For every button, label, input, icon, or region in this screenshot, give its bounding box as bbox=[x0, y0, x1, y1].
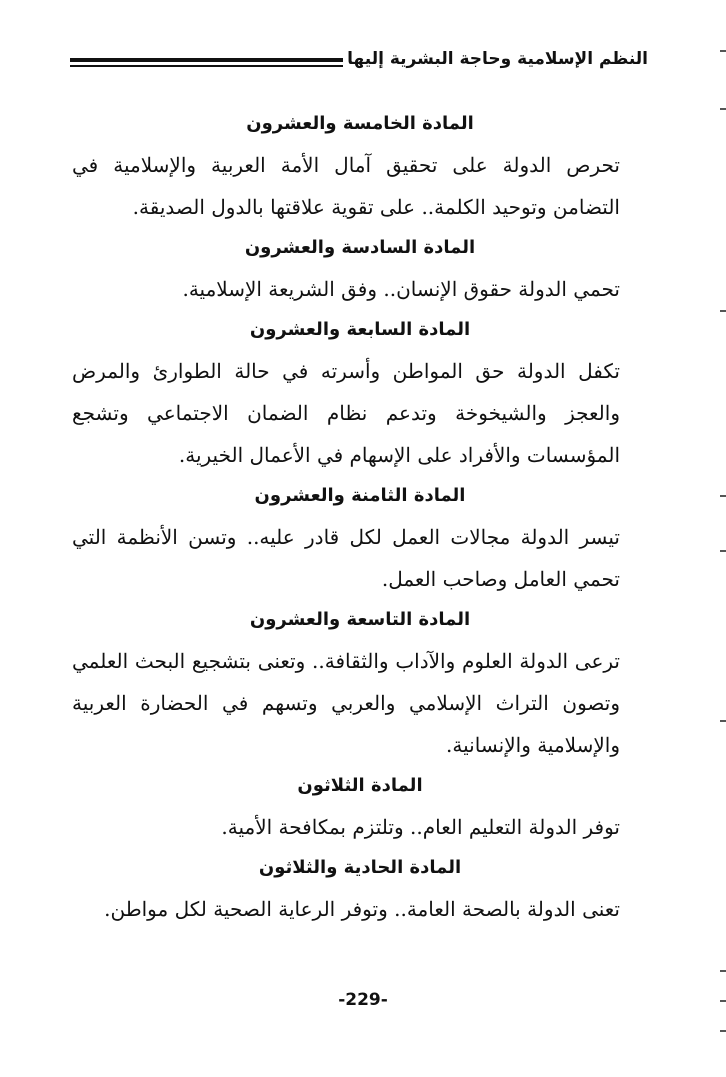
article-heading: المادة السابعة والعشرون bbox=[249, 319, 471, 340]
scan-edge-mark bbox=[720, 550, 726, 552]
scan-edge-mark bbox=[720, 50, 726, 52]
article-body: تكفل الدولة حق المواطن وأسرته في حالة الطوارئ والمرض والعجز والشيخوخة وتدعم نظام الضمان الاجتماعي وتشجع المؤسسات والأفراد على الإسهام في الأعمال الخيرية. bbox=[72, 359, 620, 467]
article-body: تحمي الدولة حقوق الإنسان.. وفق الشريعة الإسلامية. bbox=[182, 277, 620, 301]
running-header-title: النظم الإسلامية وحاجة البشرية إليها bbox=[347, 49, 648, 69]
header-rule bbox=[70, 58, 343, 67]
article-body: توفر الدولة التعليم العام.. وتلتزم بمكافحة الأمية. bbox=[221, 815, 620, 839]
article-29 bbox=[72, 600, 648, 766]
scan-edge-mark bbox=[720, 1030, 726, 1032]
article-body: تعنى الدولة بالصحة العامة.. وتوفر الرعاية الصحية لكل مواطن. bbox=[104, 897, 620, 921]
scan-edge-mark bbox=[720, 495, 726, 497]
scan-edge-mark bbox=[720, 1000, 726, 1002]
article-heading: المادة السادسة والعشرون bbox=[244, 237, 476, 258]
article-heading: المادة التاسعة والعشرون bbox=[249, 609, 471, 630]
article-body: تيسر الدولة مجالات العمل لكل قادر عليه.. وتسن الأنظمة التي تحمي العامل وصاحب العمل. bbox=[72, 525, 620, 591]
article-body: ترعى الدولة العلوم والآداب والثقافة.. وتعنى بتشجيع البحث العلمي وتصون التراث الإسلامي والعربي وتسهم في الحضارة العربية والإسلامية والإنسانية. bbox=[72, 649, 620, 757]
article-body: تحرص الدولة على تحقيق آمال الأمة العربية والإسلامية في التضامن وتوحيد الكلمة.. على تقوية علاقتها بالدول الصديقة. bbox=[72, 153, 620, 219]
article-28 bbox=[72, 476, 648, 600]
scan-edge-mark bbox=[720, 108, 726, 110]
running-header bbox=[70, 44, 648, 74]
page-content bbox=[72, 104, 648, 930]
article-heading: المادة الحادية والثلاثون bbox=[258, 857, 462, 878]
article-27 bbox=[72, 310, 648, 476]
scan-edge-mark bbox=[720, 970, 726, 972]
article-26 bbox=[72, 228, 648, 310]
article-heading: المادة الثامنة والعشرون bbox=[254, 485, 466, 506]
page-number: -229- bbox=[338, 990, 388, 1010]
scan-edge-mark bbox=[720, 310, 726, 312]
article-30 bbox=[72, 766, 648, 848]
article-31 bbox=[72, 848, 648, 930]
article-heading: المادة الخامسة والعشرون bbox=[246, 113, 474, 134]
article-25 bbox=[72, 104, 648, 228]
article-heading: المادة الثلاثون bbox=[297, 775, 423, 796]
scan-edge-mark bbox=[720, 720, 726, 722]
